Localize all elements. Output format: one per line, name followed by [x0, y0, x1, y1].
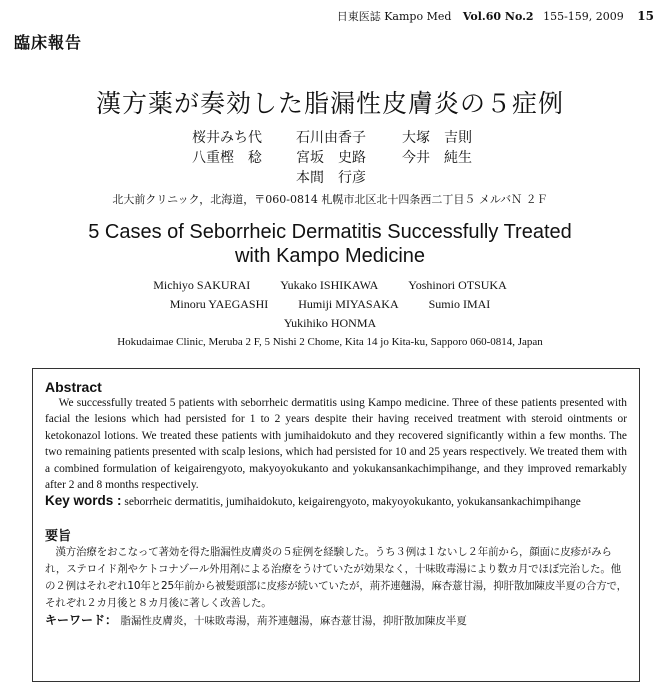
author-name: 大塚 吉則 — [402, 130, 472, 146]
keywords-label: キーワード： — [45, 612, 118, 627]
journal-pages: 155-159, 2009 — [543, 10, 624, 23]
keywords-list: 脂漏性皮膚炎，十味敗毒湯，荊芥連翹湯，麻杏薏甘湯，抑肝散加陳皮半夏 — [120, 614, 467, 627]
title-english-line: 5 Cases of Seborrheic Dermatitis Successfully Treated — [88, 221, 572, 243]
author-name: Yukako ISHIKAWA — [280, 278, 379, 292]
author-name: Yukihiko HONMA — [283, 316, 377, 330]
title-english-line: with Kampo Medicine — [234, 245, 426, 267]
abstract-heading: Abstract — [45, 379, 102, 395]
title-japanese: 漢方薬が奏効した脂漏性皮膚炎の５症例 — [95, 89, 564, 118]
author-name: 今井 純生 — [402, 150, 472, 166]
keywords-english — [45, 493, 627, 510]
abstract-box — [32, 368, 640, 682]
page-number: 15 — [637, 9, 654, 23]
keywords-japanese — [45, 612, 627, 630]
author-name: Yoshinori OTSUKA — [408, 278, 507, 292]
author-name: Michiyo SAKURAI — [153, 278, 251, 292]
author-name: 本間 行彦 — [296, 170, 366, 186]
author-name: 宮坂 史路 — [296, 150, 366, 166]
affiliation-english: Hokudaimae Clinic, Meruba 2 F, 5 Nishi 2 Chome, Kita 14 jo Kita-ku, Sapporo 060-0814, Japan — [117, 336, 543, 348]
author-row — [192, 168, 472, 188]
author-row — [0, 276, 660, 295]
affiliation-japanese: 北大前クリニック，北海道，〒060-0814 札幌市北区北十四条西二丁目５ メルバＮ ２Ｆ — [112, 193, 548, 206]
author-row — [192, 128, 472, 148]
author-row — [0, 295, 660, 314]
author-name: Minoru YAEGASHI — [169, 297, 269, 311]
journal-header — [337, 8, 654, 24]
author-name: Sumio IMAI — [428, 297, 491, 311]
keywords-label: Key words : — [45, 493, 122, 509]
abstract-body: We successfully treated 5 patients with seborrheic dermatitis using Kampo medicine. Three of these patients presented with facial the lesions which had persisted for 1 to 2 years despite their having received treatment with steroid ointments or ketokonazol lotions. We treated these patients with jumihaidokuto and they recovered significantly within a few months. The two remaining patients presented with scalp lesions, which had persisted for 10 and 25 years respectively. We treated them with a combined formulation of keigairengyoto, makyoyokukanto and yokukansankachimpihange, and they improved remarkably after 2 and 8 months respectively. — [45, 397, 627, 492]
journal-volume: Vol.60 No.2 — [462, 10, 534, 23]
author-row — [0, 314, 660, 333]
section-label: 臨床報告 — [14, 33, 83, 52]
author-name — [192, 168, 296, 188]
summary-heading: 要旨 — [45, 528, 72, 544]
title-english — [0, 220, 660, 268]
authors-japanese — [192, 128, 472, 188]
author-name: 八重樫 稔 — [192, 150, 262, 166]
author-row — [192, 148, 472, 168]
summary-body: 漢方治療をおこなって著効を得た脂漏性皮膚炎の５症例を経験した。うち３例は１ないし２年前から，顔面に皮疹がみられ，ステロイド剤やケトコナゾール外用剤による治療をうけていたが効果なく，十味敗毒湯により数カ月でほぼ完治した。他の２例はそれぞれ10年と25年前から被髪頭部に皮疹が続いていたが，荊芥連翹湯，麻杏薏甘湯，抑肝散加陳皮半夏の合方で，それぞれ２カ月後と８カ月後に著しく改善した。 — [45, 545, 627, 609]
authors-english — [0, 276, 660, 333]
author-name: Humiji MIYASAKA — [298, 297, 399, 311]
author-name: 桜井みち代 — [192, 130, 262, 146]
journal-name: 日東医誌 Kampo Med — [336, 10, 452, 23]
author-name: 石川由香子 — [296, 130, 366, 146]
keywords-list: seborrheic dermatitis, jumihaidokuto, keigairengyoto, makyoyokukanto, yokukansankachimpihange — [124, 496, 581, 509]
